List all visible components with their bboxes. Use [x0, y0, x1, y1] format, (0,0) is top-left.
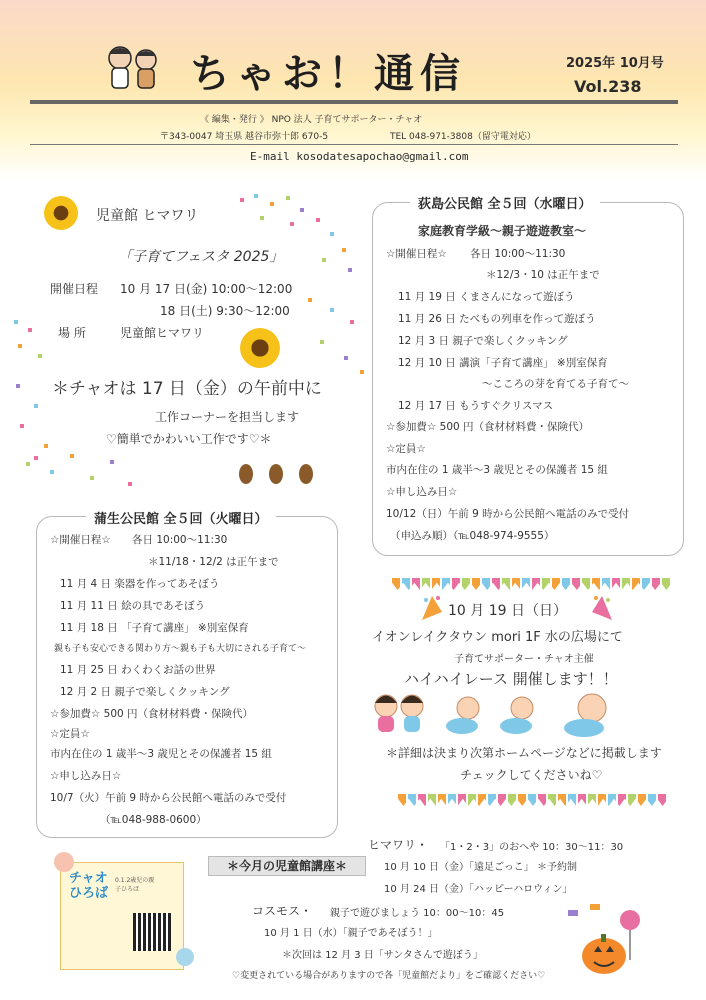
mascot-logo-icon: [98, 40, 168, 92]
chao-announcement: ＊チャオは 17 日（金）の午前中に: [52, 379, 322, 399]
tel-info: TEL 048-971-3808（留守電対応）: [390, 132, 536, 142]
gamo-fee: ☆参加費☆ 500 円（食材材料費・保険代）: [50, 708, 254, 720]
ogishima-apply-label: ☆申し込み日☆: [386, 486, 458, 498]
halloween-pumpkin-icon: [560, 900, 650, 980]
chao-hiroba-flyer: [60, 862, 184, 970]
gamo-apply-label: ☆申し込み日☆: [50, 770, 122, 782]
newsletter-title: ちゃお！通信: [190, 51, 466, 97]
himawari-lecture-info: 「1・2・3」のおへや 10：30～11：30: [440, 842, 624, 853]
issue-volume: Vol.238: [574, 77, 642, 96]
decor-circle-icon: [176, 948, 194, 966]
cosmos-lecture-1: 10 月 1 日（水）「親子であそぼう！」: [264, 928, 438, 939]
gamo-session-subtitle: 親も子も安心できる関わり方～親も子も大切にされる子育て～: [54, 644, 307, 654]
ogishima-title: 荻島公民館 全５回（水曜日）: [410, 193, 600, 212]
qr-code-icon: [133, 913, 171, 951]
himawari-place: 児童館ヒマワリ: [120, 326, 205, 340]
gamo-session: 11 月 25 日 わくわくお話の世界: [60, 664, 216, 676]
haihai-race-title: ハイハイレース 開催します！！: [404, 670, 618, 688]
confetti-decoration-icon: [300, 290, 370, 380]
craft-cute-text: ♡簡単でかわいい工作です♡＊: [106, 432, 272, 446]
aeon-host: 子育てサポーター・チャオ主催: [454, 654, 594, 665]
bunting-banner: [398, 794, 668, 806]
header-rule-thin: [30, 144, 678, 145]
confetti-decoration-icon: [230, 188, 360, 278]
ogishima-session: 11 月 26 日 たべもの列車を作って遊ぼう: [398, 313, 596, 325]
ogishima-tel: （申込み順）（℡048-974-9555）: [390, 530, 555, 542]
crawling-babies-icon: [372, 690, 652, 738]
cosmos-lecture-info: 親子で遊びましょう 10：00～10：45: [330, 908, 505, 919]
confetti-decoration-icon: [30, 446, 140, 496]
sunflower-icon: [44, 196, 78, 230]
aeon-check: チェックしてくださいね♡: [460, 768, 603, 782]
ogishima-session: 12 月 10 日 講演「子育て講座」 ※別室保育: [398, 357, 608, 369]
gamo-capacity-label: ☆定員☆: [50, 728, 90, 740]
email-address: E-mail kosodatesapochao@gmail.com: [250, 150, 469, 163]
sunflower-icon: [240, 328, 280, 368]
ogishima-capacity: 市内在住の 1 歳半～3 歳児とその保護者 15 組: [386, 464, 608, 476]
gamo-session: 11 月 18 日 「子育て講座」 ※別室保育: [60, 622, 249, 634]
address-info: 〒343-0047 埼玉県 越谷市弥十郎 670-5: [160, 132, 329, 142]
party-popper-icon: [588, 592, 616, 622]
change-notice: ♡変更されている場合がありますので各「児童館だより」をご確認ください♡: [232, 971, 546, 981]
ogishima-fee: ☆参加費☆ 500 円（食材材料費・保険代）: [386, 421, 590, 433]
ogishima-capacity-label: ☆定員☆: [386, 443, 426, 455]
ogishima-session: 12 月 17 日 もうすぐクリスマス: [398, 400, 554, 412]
issue-date: 2025年 10月号: [566, 56, 664, 71]
gamo-tel: （℡048-988-0600）: [100, 814, 207, 826]
ogishima-apply: 10/12（日）午前 9 時から公民館へ電話のみで受付: [386, 508, 630, 520]
gamo-capacity: 市内在住の 1 歳半～3 歳児とその保護者 15 組: [50, 748, 272, 760]
monthly-lectures-header: ＊今月の児童館講座＊: [208, 856, 366, 876]
ogishima-subtitle: 家庭教育学級～親子遊遊教室～: [418, 224, 587, 238]
himawari-heading: 児童館 ヒマワリ: [96, 208, 199, 224]
ogishima-session: 11 月 19 日 くまさんになって遊ぼう: [398, 291, 575, 303]
gamo-title: 蒲生公民館 全５回（火曜日）: [86, 508, 276, 527]
aeon-date: 10 月 19 日（日）: [448, 603, 567, 619]
flyer-badge: 0.1.2歳児の親子ひろば: [115, 877, 155, 893]
himawari-date-1: 10 月 17 日(金) 10:00～12:00: [120, 282, 293, 296]
himawari-place-label: 場 所: [58, 326, 86, 340]
gamo-time: 各日 10:00～11:30: [132, 534, 228, 546]
decor-circle-icon: [54, 852, 74, 872]
gamo-date-label: ☆開催日程☆: [50, 534, 111, 546]
party-popper-icon: [418, 592, 446, 622]
header-rule: [30, 100, 678, 104]
aeon-place: イオンレイクタウン mori 1F 水の広場にて: [372, 630, 623, 645]
gamo-apply: 10/7（火）午前 9 時から公民館へ電話のみで受付: [50, 792, 287, 804]
gamo-session: 11 月 4 日 楽器を作ってあそぼう: [60, 578, 220, 590]
himawari-lecture-label: ヒマワリ・: [368, 838, 429, 852]
pinecone-icon: [236, 458, 316, 486]
himawari-lecture-2: 10 月 24 日（金）「ハッピーハロウィン」: [384, 884, 573, 895]
flyer-title: チャオひろば: [69, 871, 109, 901]
craft-corner-text: 工作コーナーを担当します: [155, 410, 300, 424]
gamo-note: ＊11/18・12/2 は正午まで: [148, 556, 279, 568]
cosmos-lecture-label: コスモス・: [252, 904, 313, 918]
festa-title: 「子育てフェスタ 2025」: [118, 249, 284, 265]
gamo-session: 11 月 11 日 絵の具であそぼう: [60, 600, 206, 612]
ogishima-note: ＊12/3・10 は正午まで: [486, 269, 600, 281]
ogishima-session-subtitle: ～こころの芽を育てる子育て～: [482, 378, 629, 390]
ogishima-date-label: ☆開催日程☆: [386, 248, 447, 260]
bunting-banner: [392, 578, 672, 590]
himawari-date-2: 18 日(土) 9:30～12:00: [160, 304, 290, 318]
publisher-info: 《 編集・発行 》 NPO 法人 子育てサポーター・チャオ: [200, 115, 423, 125]
ogishima-session: 12 月 3 日 親子で楽しくクッキング: [398, 335, 568, 347]
himawari-lecture-1: 10 月 10 日（金）「遠足ごっこ」 ＊予約制: [384, 862, 577, 873]
ogishima-time: 各日 10:00～11:30: [470, 248, 566, 260]
cosmos-lecture-2: ＊次回は 12 月 3 日「サンタさんで遊ぼう」: [282, 950, 483, 961]
gamo-session: 12 月 2 日 親子で楽しくクッキング: [60, 686, 230, 698]
himawari-date-label: 開催日程: [50, 282, 99, 296]
aeon-detail: ＊詳細は決まり次第ホームページなどに掲載します: [386, 746, 662, 760]
